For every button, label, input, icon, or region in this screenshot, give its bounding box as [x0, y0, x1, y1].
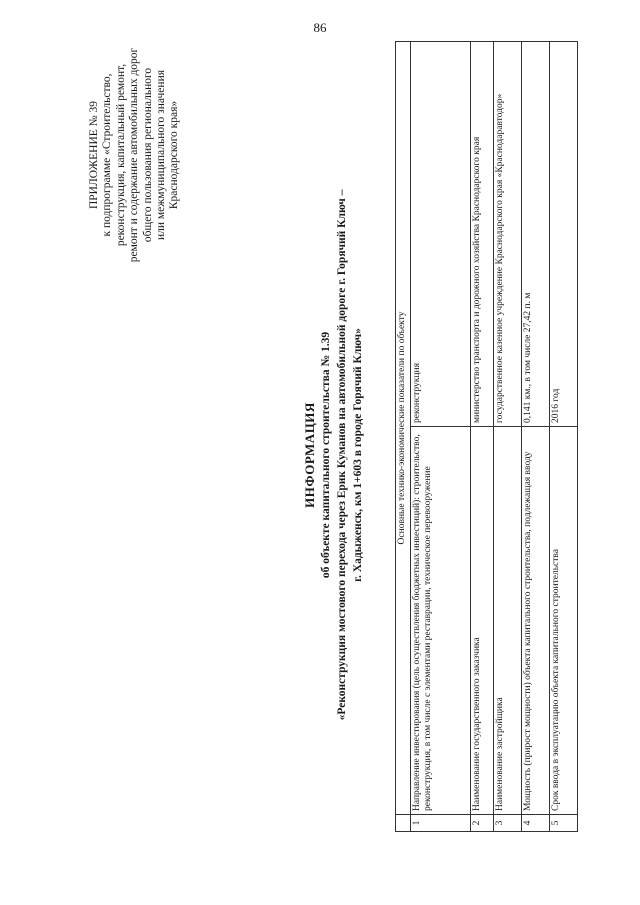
row-value: министерство транспорта и дорожного хозяйства Краснодарского края: [470, 41, 493, 426]
row-value: 2016 год: [549, 41, 577, 426]
row-label: Наименование застройщика: [493, 427, 521, 815]
table-row: [410, 41, 470, 831]
table-header: Основные технико-экономические показатели по объекту: [396, 41, 411, 814]
row-value: 0,141 км., в том числе 27,42 п. м: [521, 41, 549, 426]
document-heading: [302, 85, 366, 825]
rotated-content: [0, 25, 640, 885]
appendix-note: [88, 40, 182, 270]
page-number: 86: [313, 20, 327, 35]
table-row: [493, 41, 521, 831]
appendix-line: к подпрограмме «Строительство,: [101, 73, 114, 237]
row-number: 4: [521, 815, 549, 832]
row-label: Направление инвестирования (цель осуществления бюджетных инвестиций): строительство, реконструкция, в том числе с элементами реставрации, техническое перевооружение: [410, 427, 470, 815]
appendix-line: общего пользования регионального: [141, 67, 154, 243]
appendix-line: ПРИЛОЖЕНИЕ № 39: [88, 101, 100, 210]
row-label: Срок ввода в эксплуатацию объекта капитального строительства: [549, 427, 577, 815]
document-title: ИНФОРМАЦИЯ: [302, 402, 317, 508]
row-value: государственное казенное учреждение Краснодарского края «Краснодаравтодор»: [493, 41, 521, 426]
table-cell: [396, 815, 411, 832]
row-number: 2: [470, 815, 493, 832]
appendix-line: или межмуниципального значения: [155, 69, 168, 241]
table-header-row: [396, 41, 411, 831]
indicators-table: [395, 41, 578, 832]
table-row: [521, 41, 549, 831]
appendix-line: реконструкция, капитальный ремонт,: [114, 63, 127, 247]
row-label: Мощность (прирост мощности) объекта капитального строительства, подлежащая вводу: [521, 427, 549, 815]
row-label: Наименование государственного заказчика: [470, 427, 493, 815]
heading-line: об объекте капитального строительства № 1.39: [320, 331, 332, 579]
row-number: 1: [410, 815, 470, 832]
appendix-line: Краснодарского края»: [168, 100, 181, 210]
table-row: [470, 41, 493, 831]
heading-line: «Реконструкция мостового перехода через Ерик Куманов на автомобильной дороге г. Горячий Ключ –: [336, 189, 348, 721]
table-row: [549, 41, 577, 831]
row-number: 3: [493, 815, 521, 832]
heading-line: г. Хадыженск, км 1+603 в городе Горячий Ключ»: [352, 328, 364, 582]
appendix-line: ремонт и содержание автомобильных дорог: [128, 47, 141, 263]
row-value: реконструкция: [410, 41, 470, 426]
row-number: 5: [549, 815, 577, 832]
